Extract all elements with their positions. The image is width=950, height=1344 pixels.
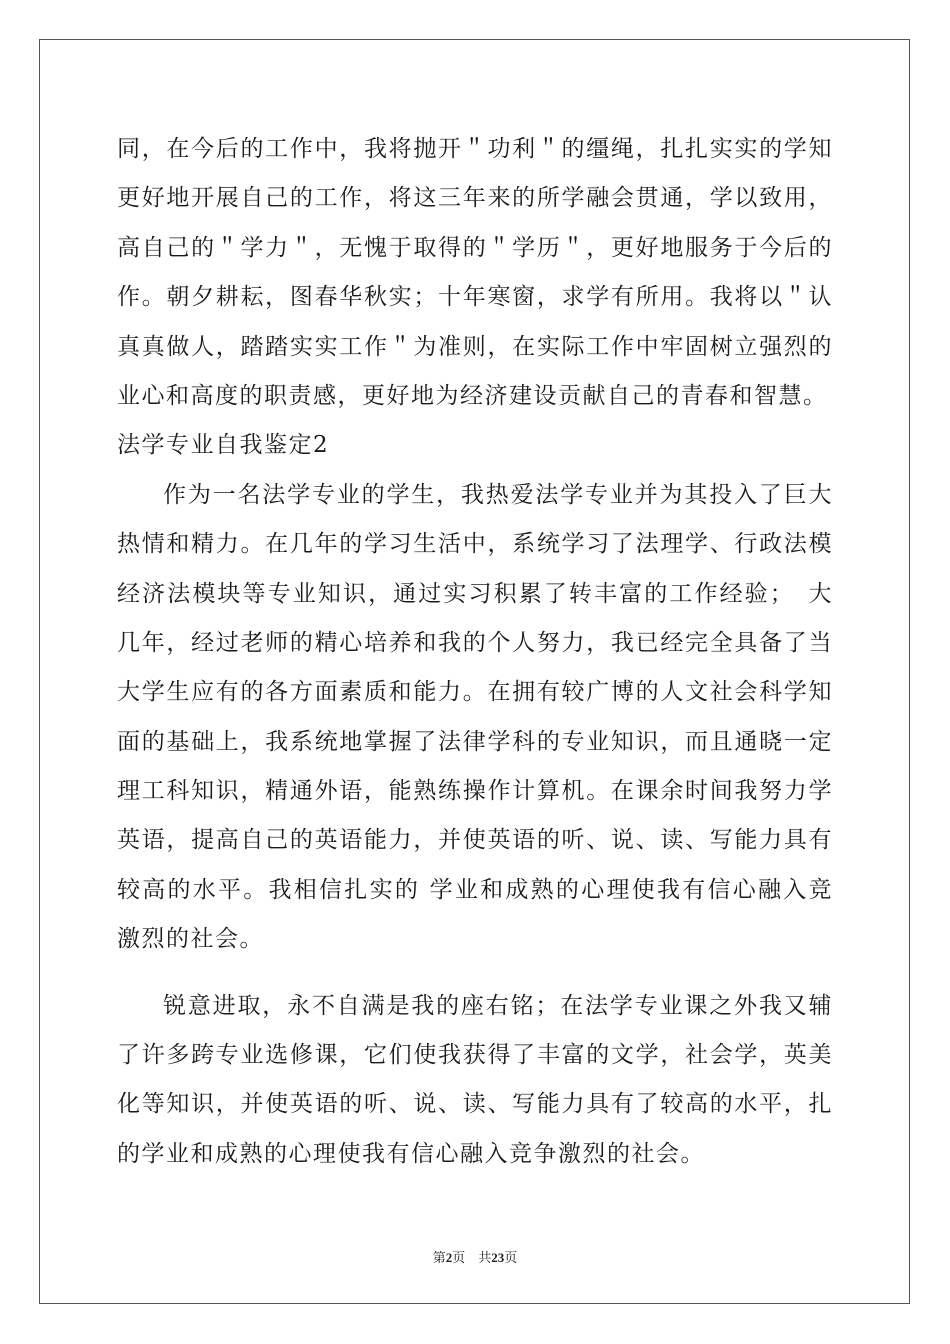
text-line: 了许多跨专业选修课，它们使我获得了丰富的文学，社会学，英美 — [117, 1042, 833, 1069]
footer-suffix: 页 — [504, 1251, 518, 1266]
footer-prefix: 第 — [432, 1251, 446, 1266]
text-line: 较高的水平。我相信扎实的 学业和成熟的心理使我有信心融入竞 — [117, 876, 833, 903]
section-heading: 法学专业自我鉴定2 — [117, 432, 330, 459]
text-line: 的学业和成熟的心理使我有信心融入竞争激烈的社会。 — [117, 1140, 705, 1167]
paragraph-1 — [117, 471, 833, 965]
text-line: 大学生应有的各方面素质和能力。在拥有较广博的人文社会科学知 — [117, 679, 833, 706]
text-line: 激烈的社会。 — [117, 926, 264, 953]
current-page-number: 2 — [445, 1250, 453, 1265]
text-line: 同，在今后的工作中，我将抛开＂功利＂的缰绳，扎扎实实的学知 — [117, 136, 833, 162]
total-page-count: 23 — [491, 1250, 505, 1265]
text-line: 经济法模块等专业知识，通过实习积累了转丰富的工作经验； 大 — [117, 580, 833, 607]
document-body — [117, 125, 833, 1179]
page-footer — [0, 1247, 950, 1266]
text-line: 几年，经过老师的精心培养和我的个人努力，我已经完全具备了当 — [117, 629, 833, 656]
text-line: 作。朝夕耕耘，图春华秋实；十年寒窗，求学有所用。我将以＂认 — [117, 284, 833, 311]
text-line: 理工科知识，精通外语，能熟练操作计算机。在课余时间我努力学 — [117, 778, 833, 805]
text-line: 面的基础上，我系统地掌握了法律学科的专业知识，而且通晓一定 — [117, 728, 833, 755]
footer-middle: 页 共 — [452, 1251, 492, 1266]
section1-paragraph — [117, 125, 833, 421]
text-line: 化等知识，并使英语的听、说、读、写能力具有了较高的水平，扎 — [117, 1091, 833, 1118]
text-line: 作为一名法学专业的学生，我热爱法学专业并为其投入了巨大 — [163, 481, 833, 508]
text-line: 更好地开展自己的工作，将这三年来的所学融会贯通，学以致用， — [117, 185, 833, 212]
text-line: 高自己的＂学力＂，无愧于取得的＂学历＂，更好地服务于今后的 — [117, 234, 833, 261]
text-line: 热情和精力。在几年的学习生活中，系统学习了法理学、行政法模 — [117, 531, 833, 558]
text-line: 真真做人，踏踏实实工作＂为准则，在实际工作中牢固树立强烈的 — [117, 333, 833, 360]
text-line: 锐意进取，永不自满是我的座右铭；在法学专业课之外我又辅 — [163, 992, 833, 1019]
text-line: 英语，提高自己的英语能力，并使英语的听、说、读、写能力具有 — [117, 827, 833, 854]
text-line: 业心和高度的职责感，更好地为经济建设贡献自己的青春和智慧。 — [117, 382, 828, 409]
paragraph-2 — [117, 982, 833, 1180]
